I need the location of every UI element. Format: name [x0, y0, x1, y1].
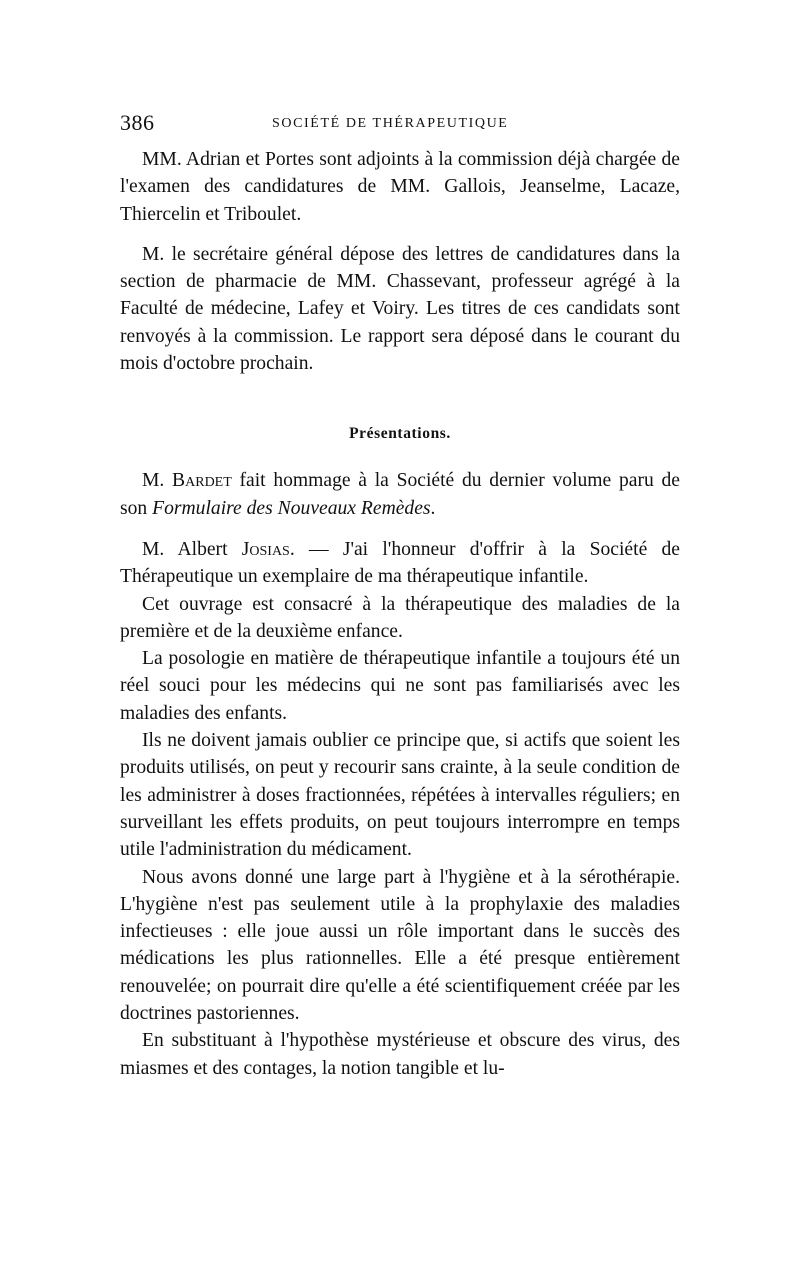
section-heading: Présentations. [349, 425, 451, 443]
author-name: Josias [241, 538, 290, 560]
text-fragment: fait hommage à la Société du dernier volume paru de son [120, 470, 680, 519]
author-name: Bardet [172, 470, 232, 492]
paragraph-bardet [120, 467, 680, 522]
page [120, 110, 680, 1082]
page-number: 386 [120, 110, 155, 135]
running-head [120, 110, 680, 140]
paragraph-virus: En substituant à l'hypothèse mystérieuse et obscure des virus, des miasmes et des contages, la notion tangible et lu- [120, 1030, 680, 1079]
text-fragment: . [430, 497, 436, 519]
paragraph-ouvrage: Cet ouvrage est consacré à la thérapeutique des maladies de la première et de la deuxième enfance. [120, 593, 680, 642]
text-fragment: . — J'ai l'honneur d'offrir à la Société de Thérapeutique un exemplaire de ma thérapeutique infantile. [120, 538, 680, 588]
book-title: Formulaire des Nouveaux Remèdes [152, 497, 431, 519]
paragraph-commission: MM. Adrian et Portes sont adjoints à la commission déjà chargée de l'examen des candidatures de MM. Gallois, Jeanselme, Lacaze, Thiercelin et Triboulet. [120, 149, 680, 225]
text-fragment: M. [142, 470, 173, 492]
paragraph-principe: Ils ne doivent jamais oublier ce principe que, si actifs que soient les produits utilisés, on peut y recourir sans crainte, à la seule condition de les administrer à doses fractionnées, répétées à intervalles réguliers; en surveillant les effets produits, on peut toujours interrompre en temps utile l'administration du médicament. [120, 730, 680, 861]
paragraph-candidatures: M. le secrétaire général dépose des lettres de candidatures dans la section de pharmacie de MM. Chassevant, professeur agrégé à la Faculté de médecine, Lafey et Voiry. Les titres de ces candidats sont renvoyés à la commission. Le rapport sera déposé dans le courant du mois d'octobre prochain. [120, 243, 680, 375]
text-fragment: M. Albert [142, 538, 242, 560]
running-title: SOCIÉTÉ DE THÉRAPEUTIQUE [272, 116, 509, 131]
paragraph-josias [120, 536, 680, 591]
paragraph-posologie: La posologie en matière de thérapeutique infantile a toujours été un réel souci pour les médecins qui ne sont pas familiarisés avec les maladies des enfants. [120, 648, 680, 724]
paragraph-spacer [120, 228, 680, 241]
paragraph-spacer [120, 522, 680, 536]
paragraph-hygiene: Nous avons donné une large part à l'hygiène et à la sérothérapie. L'hygiène n'est pas seulement utile à la prophylaxie des maladies infectieuses : elle joue aussi un rôle important dans le succès des médications les plus rationnelles. Elle a été presque entièrement renouvelée; on pourrait dire qu'elle a été scientifiquement créée par les doctrines pastoriennes. [120, 866, 680, 1025]
